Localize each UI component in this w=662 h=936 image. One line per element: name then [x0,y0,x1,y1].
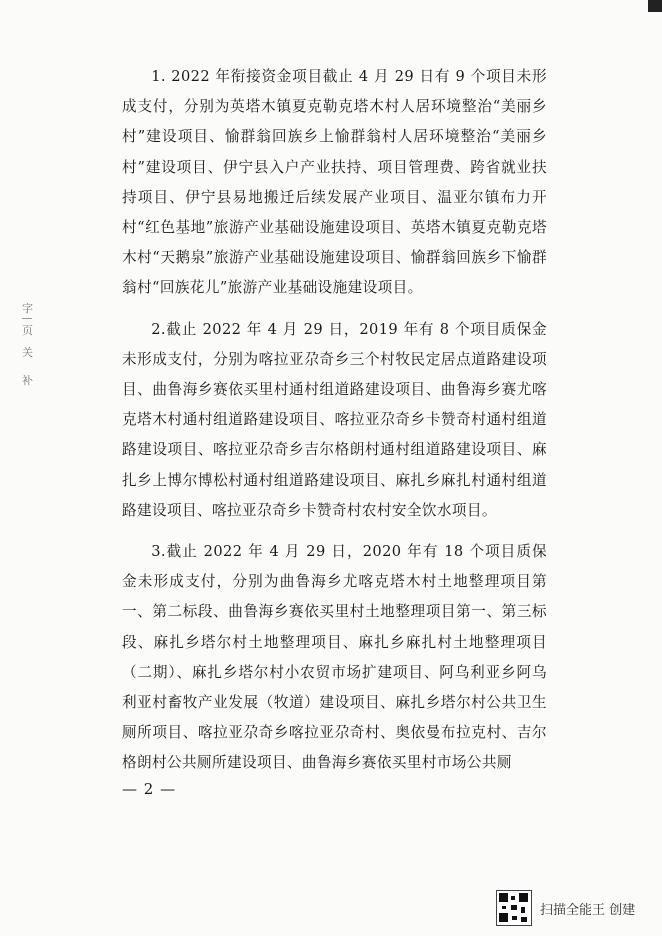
document-body [122,62,547,790]
paragraph-3: 3.截止 2022 年 4 月 29 日，2020 年有 18 个项目质保金未形成支付，分别为曲鲁海乡尤喀克塔木村土地整理项目第一、第二标段、曲鲁海乡赛依买里村土地整理项目第一、第三标段、麻扎乡塔尔村土地整理项目、麻扎乡麻扎村土地整理项目（二期）、麻扎乡塔尔村小农贸市场扩建项目、阿乌利亚乡阿乌利亚村畜牧产业发展（牧道）建设项目、麻扎乡塔尔村公共卫生厕所项目、喀拉亚尕奇乡喀拉亚尕奇村、奥依曼布拉克村、吉尔格朗村公共厕所建设项目、曲鲁海乡赛依买里村市场公共厕 [122,543,547,772]
edge-mark: 字 [22,302,33,315]
edge-mark: 补 [22,374,33,387]
scanner-watermark [496,890,635,926]
qr-code-icon [496,890,532,926]
edge-line [22,318,32,319]
edge-mark: 页 [22,324,33,337]
paragraph-2: 2.截止 2022 年 4 月 29 日，2019 年有 8 个项目质保金未形成支付，分别为喀拉亚尕奇乡三个村牧民定居点道路建设项目、曲鲁海乡赛依买里村通村组道路建设项目、曲鲁海乡赛尤喀克塔木村通村组道路建设项目、喀拉亚尕奇乡卡赞奇村通村组道路建设项目、喀拉亚尕奇乡吉尔格朗村通村组道路建设项目、麻扎乡上博尔博松村通村组道路建设项目、麻扎乡麻扎村通村组道路建设项目、喀拉亚尕奇乡卡赞奇村农村安全饮水项目。 [122,320,547,519]
scanner-app-name: 扫描全能王 创建 [540,902,636,918]
edge-mark: 关 [22,346,33,359]
paragraph-1: 1. 2022 年衔接资金项目截止 4 月 29 日有 9 个项目未形成支付，分别为英塔木镇夏克勒克塔木村人居环境整治“美丽乡村”建设项目、愉群翁回族乡上愉群翁村人居环境整治“美丽乡村”建设项目、伊宁县入户产业扶持、项目管理费、跨省就业扶持项目、伊宁县易地搬迁后续发展产业项目、温亚尔镇布力开村“红色基地”旅游产业基础设施建设项目、英塔木镇夏克勒克塔木村“天鹅泉”旅游产业基础设施建设项目、愉群翁回族乡下愉群翁村“回族花儿”旅游产业基础设施建设项目。 [122,68,547,297]
scan-corner-mark [648,0,662,12]
page-number: — 2 — [122,780,177,798]
